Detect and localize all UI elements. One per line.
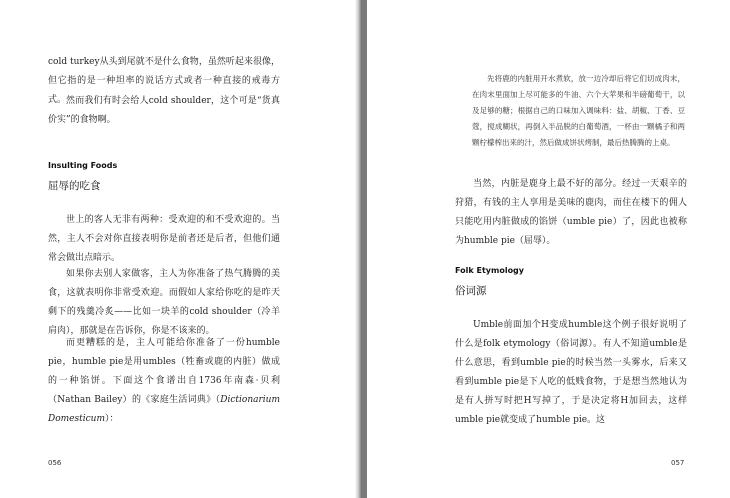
paragraph: 然而我们有时会给人cold shoulder，这个可是“货真价实”的食物啊。 bbox=[48, 96, 280, 125]
section-heading-en: Folk Etymology bbox=[455, 266, 524, 275]
recipe-quote: 先将鹿的内脏用开水煮软，放一边冷却后将它们切成肉末，在肉末里面加上尽可能多的牛油、六个大苹果和半磅葡萄干，以及足够的糖；根据自己的口味加入调味料：盐、胡椒、丁香、豆蔻，搅成糊状，再倒入半品脱的白葡萄酒，一杯由一颗橘子和两颗柠檬榨出来的汁，然后做成饼状烤制，最后热腾腾的上桌。 bbox=[472, 74, 685, 147]
page-number: 056 bbox=[48, 459, 62, 467]
paragraph: cold turkey从头到尾就不是什么食物，虽然听起来很像，但它指的是一种坦率的说话方式或者一种直接的戒毒方式。 bbox=[48, 57, 280, 105]
paragraph: Umble前面加个H变成humble这个例子很好说明了什么是folk etymology（俗词源）。有人不知道umble是什么意思，看到umble pie的时候当然一头雾水，后来又看到umble pie是下人吃的低贱食物，于是想当然地认为是有人拼写时把H写掉了，于是决定将H加回去，这样umble pie就变成了humble pie。这 bbox=[455, 320, 687, 425]
left-page bbox=[0, 0, 362, 498]
paragraph: 当然，内脏是鹿身上最不好的部分。经过一天艰辛的狩猎，有钱的主人享用是美味的鹿肉，而住在楼下的佣人只能吃用内脏做成的馅饼（umble pie）了，因此也被称为humble pie（屈辱）。 bbox=[455, 179, 687, 246]
paragraph: 而更糟糕的是，主人可能给你准备了一份humble pie，humble pie是用umbles（牲畜或鹿的内脏）做成的一种馅饼。下面这个食谱出自1736年南森·贝利（Nathan Bailey）的《家庭生活词典》（Dictionarium Domesticum）： bbox=[48, 338, 280, 424]
right-page bbox=[367, 0, 730, 498]
section-heading-zh: 俗词源 bbox=[455, 285, 487, 297]
paragraph: 世上的客人无非有两种：受欢迎的和不受欢迎的。当然，主人不会对你直接表明你是前者还是后者，但他们通常会做出点暗示。 bbox=[48, 215, 280, 263]
section-heading-zh: 屈辱的吃食 bbox=[48, 180, 101, 192]
section-heading-en: Insulting Foods bbox=[48, 161, 118, 170]
page-number: 057 bbox=[671, 459, 685, 467]
gutter-shadow bbox=[355, 0, 362, 498]
paragraph: 如果你去别人家做客，主人为你准备了热气腾腾的美食，这就表明你非常受欢迎。而假如人家给你吃的是昨天剩下的残羹冷炙——比如一块羊的cold shoulder（冷羊肩肉），那就是在告诉你，你是不该来的。 bbox=[48, 269, 280, 336]
